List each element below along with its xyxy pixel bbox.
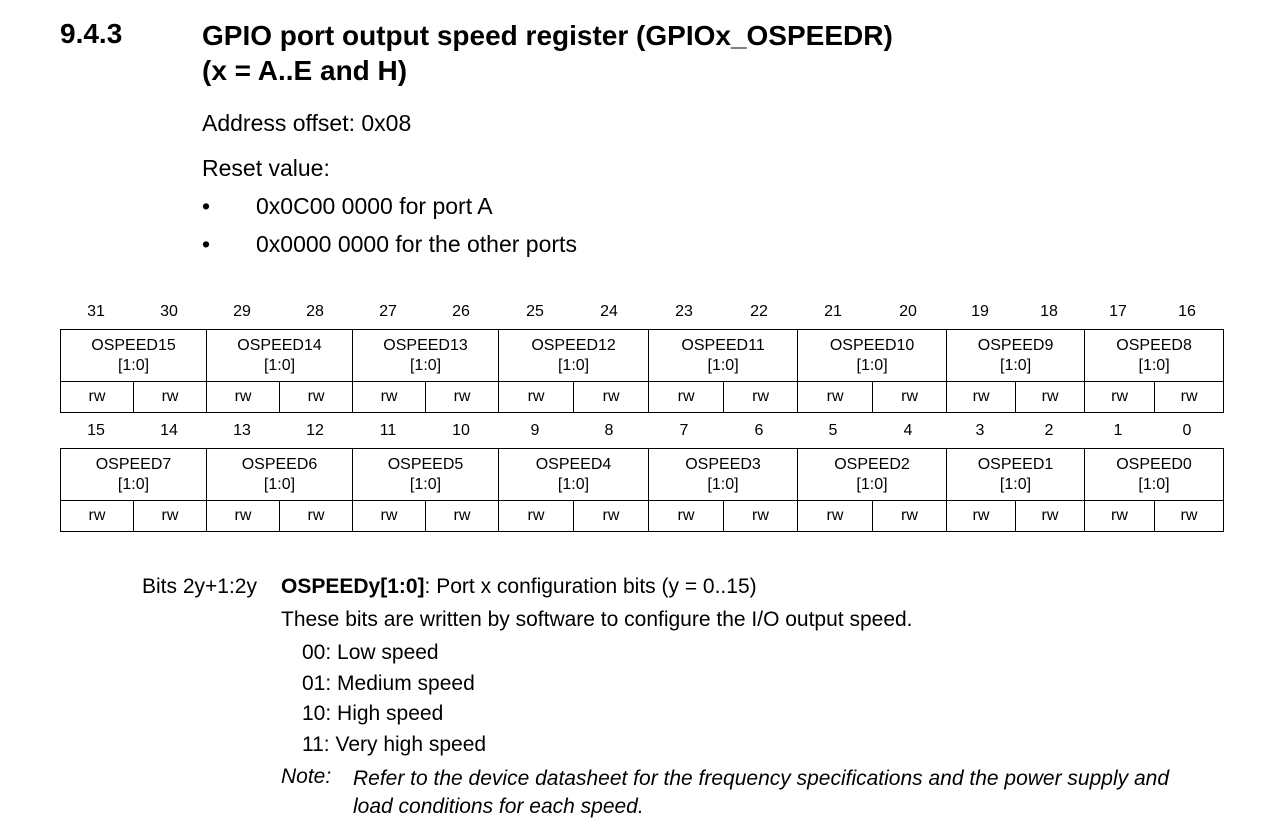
section-title-line2: (x = A..E and H) [202, 55, 408, 86]
bit-number: 12 [306, 422, 324, 439]
bit-number: 20 [899, 303, 917, 320]
access-cell: rw [873, 501, 947, 532]
register-field: OSPEED9 [1:0] [947, 330, 1085, 382]
bit-number: 18 [1040, 303, 1058, 320]
access-cell: rw [134, 382, 207, 413]
bit-number: 15 [87, 422, 105, 439]
bit-number: 26 [452, 303, 470, 320]
speed-option: 10: High speed [302, 702, 444, 725]
bit-number: 16 [1178, 303, 1196, 320]
bit-number: 10 [452, 422, 470, 439]
speed-option: 11: Very high speed [302, 732, 487, 756]
section-title [202, 18, 893, 88]
bit-number: 3 [975, 422, 985, 439]
bullet-icon: • [202, 231, 211, 257]
bit-number: 28 [306, 303, 324, 320]
bit-number: 29 [233, 303, 251, 320]
access-cell: rw [499, 382, 574, 413]
register-field: OSPEED0 [1:0] [1085, 449, 1224, 501]
register-table-upper [60, 329, 1224, 413]
field-description-heading [281, 575, 757, 599]
bit-number: 30 [160, 303, 178, 320]
bit-numbers-upper [60, 302, 1222, 322]
speed-option: 01: Medium speed [302, 671, 475, 695]
bit-numbers-lower [60, 421, 1222, 441]
note-label: Note: [281, 765, 332, 788]
reset-value-list [202, 192, 577, 268]
register-field: OSPEED11 [1:0] [649, 330, 798, 382]
access-cell: rw [798, 382, 873, 413]
speed-option: 00: Low speed [302, 641, 439, 664]
access-cell: rw [574, 382, 649, 413]
register-field: OSPEED12 [1:0] [499, 330, 649, 382]
field-summary: : Port x configuration bits (y = 0..15) [424, 575, 757, 598]
access-cell: rw [426, 501, 499, 532]
access-cell: rw [61, 382, 134, 413]
bit-number: 17 [1109, 303, 1127, 320]
register-field: OSPEED1 [1:0] [947, 449, 1085, 501]
access-cell: rw [649, 382, 724, 413]
register-table-lower [60, 448, 1224, 532]
bit-number: 9 [530, 422, 540, 439]
bit-number: 25 [526, 303, 544, 320]
access-cell: rw [499, 501, 574, 532]
access-cell: rw [1155, 382, 1224, 413]
register-field: OSPEED8 [1:0] [1085, 330, 1224, 382]
bit-number: 24 [600, 303, 618, 320]
access-cell: rw [1016, 501, 1085, 532]
register-field: OSPEED7 [1:0] [61, 449, 207, 501]
bit-number: 27 [379, 303, 397, 320]
access-cell: rw [207, 501, 280, 532]
access-cell: rw [426, 382, 499, 413]
bit-number: 7 [679, 422, 689, 439]
register-field: OSPEED3 [1:0] [649, 449, 798, 501]
access-cell: rw [798, 501, 873, 532]
field-name: OSPEEDy[1:0] [281, 575, 425, 598]
bit-number: 0 [1182, 422, 1192, 439]
bit-number: 23 [675, 303, 693, 320]
bit-number: 11 [379, 422, 397, 439]
note-text: Refer to the device datasheet for the frequency specifications and the power supply and load conditions for each speed. [353, 767, 1170, 818]
access-cell: rw [1085, 501, 1155, 532]
bit-number: 4 [903, 422, 913, 439]
access-cell: rw [1155, 501, 1224, 532]
access-cell: rw [947, 501, 1016, 532]
access-cell: rw [61, 501, 134, 532]
bit-number: 21 [824, 303, 842, 320]
access-cell: rw [947, 382, 1016, 413]
address-offset: Address offset: 0x08 [202, 110, 412, 136]
reset-value-item: • 0x0000 0000 for the other ports [202, 231, 577, 257]
access-cell: rw [1085, 382, 1155, 413]
section-title-line1: GPIO port output speed register (GPIOx_OSPEEDR) [202, 20, 893, 51]
bit-number: 8 [604, 422, 614, 439]
bit-number: 1 [1113, 422, 1123, 439]
access-cell: rw [649, 501, 724, 532]
access-cell: rw [574, 501, 649, 532]
access-cell: rw [873, 382, 947, 413]
register-field: OSPEED4 [1:0] [499, 449, 649, 501]
bit-number: 2 [1044, 422, 1054, 439]
section-number: 9.4.3 [60, 18, 123, 49]
bit-number: 5 [828, 422, 838, 439]
field-description-text: These bits are written by software to configure the I/O output speed. [281, 608, 913, 631]
access-cell: rw [280, 501, 353, 532]
bit-number: 6 [754, 422, 764, 439]
access-cell: rw [353, 501, 426, 532]
bit-number: 22 [750, 303, 768, 320]
access-cell: rw [724, 501, 798, 532]
register-field: OSPEED5 [1:0] [353, 449, 499, 501]
reset-value-label: Reset value: [202, 155, 330, 181]
bullet-icon: • [202, 193, 211, 219]
access-cell: rw [1016, 382, 1085, 413]
access-cell: rw [280, 382, 353, 413]
access-cell: rw [134, 501, 207, 532]
access-cell: rw [724, 382, 798, 413]
access-cell: rw [353, 382, 426, 413]
register-field: OSPEED2 [1:0] [798, 449, 947, 501]
register-field: OSPEED13 [1:0] [353, 330, 499, 382]
register-field: OSPEED14 [1:0] [207, 330, 353, 382]
bit-number: 13 [233, 422, 251, 439]
register-field: OSPEED15 [1:0] [61, 330, 207, 382]
bit-number: 31 [87, 303, 105, 320]
reset-value-item: • 0x0C00 0000 for port A [202, 193, 493, 219]
bit-number: 19 [971, 303, 989, 320]
bits-label: Bits 2y+1:2y [142, 575, 257, 598]
bit-number: 14 [160, 422, 178, 439]
access-cell: rw [207, 382, 280, 413]
register-field: OSPEED10 [1:0] [798, 330, 947, 382]
speed-options-list [302, 641, 486, 763]
register-field: OSPEED6 [1:0] [207, 449, 353, 501]
